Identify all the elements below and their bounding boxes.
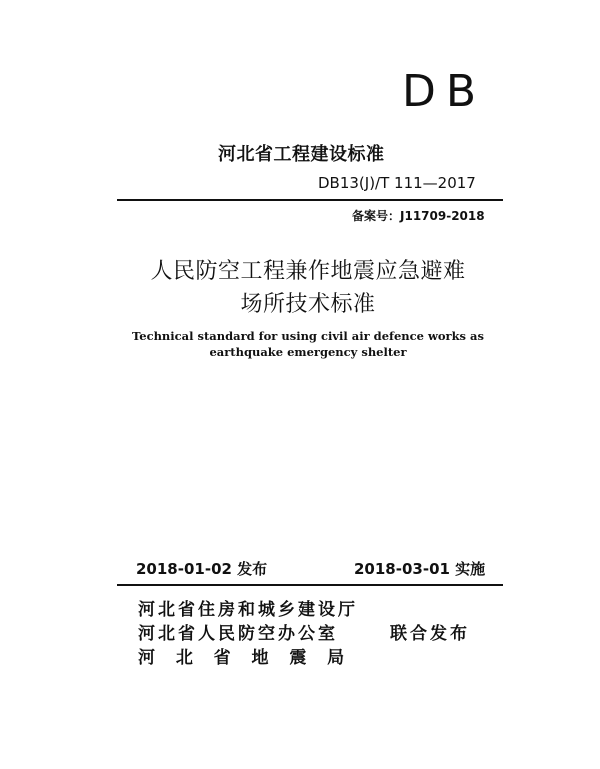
title-zh-line1: 人民防空工程兼作地震应急避难: [150, 259, 466, 284]
title-en-line2: earthquake emergency shelter: [209, 345, 407, 359]
title-en-line1: Technical standard for using civil air defence works as: [132, 329, 484, 343]
issue-date: 2018-01-02 发布: [136, 560, 268, 578]
title-zh-line2: 场所技术标准: [240, 292, 376, 317]
issuer-housing-department: 河北省住房和城乡建设厅: [138, 600, 358, 620]
issuer-civil-air-defence-office: 河北省人民防空办公室: [138, 624, 338, 644]
record-number: 备案号：J11709-2018: [352, 209, 485, 223]
top-divider: [117, 199, 503, 201]
province-standard-label: 河北省工程建设标准: [218, 144, 385, 165]
bottom-divider: [117, 584, 503, 586]
issuer-earthquake-bureau: 河 北 省 地 震 局: [138, 648, 348, 668]
db-mark: DB: [402, 66, 487, 117]
standard-number: DB13(J)/T 111—2017: [318, 174, 476, 192]
joint-release-label: 联合发布: [390, 624, 470, 644]
implementation-date: 2018-03-01 实施: [354, 560, 486, 578]
